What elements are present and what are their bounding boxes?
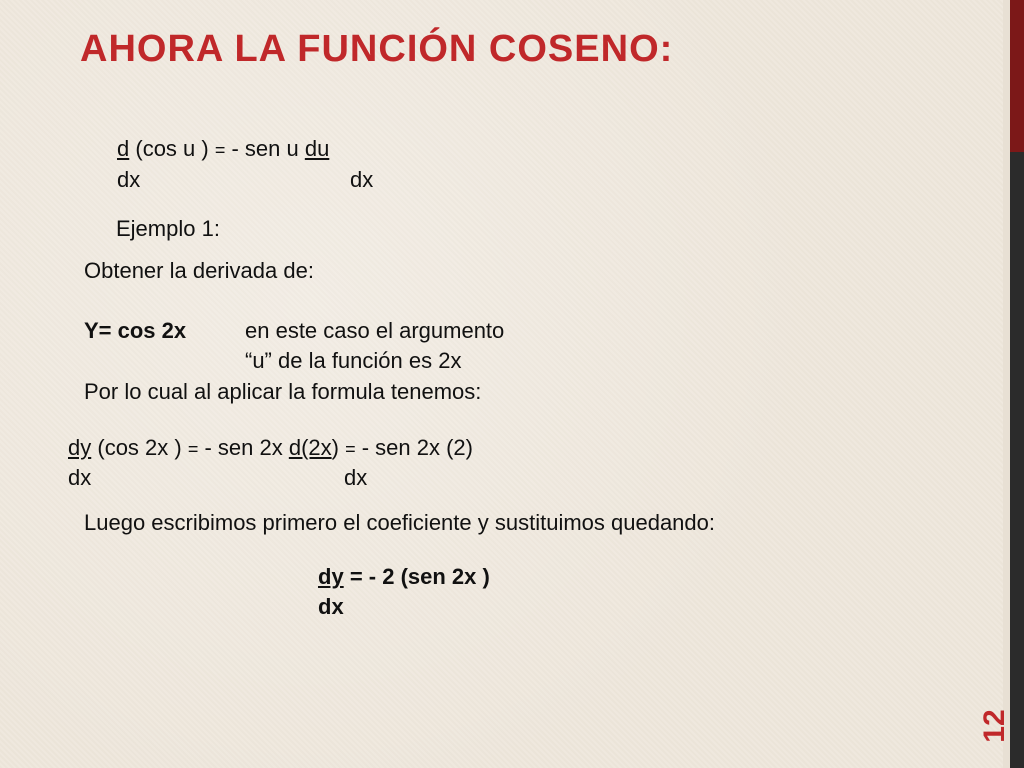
- formula-cos-u: (cos u ): [129, 136, 215, 161]
- example-label: Ejemplo 1:: [116, 216, 220, 241]
- derivation-den-right: dx: [344, 465, 368, 490]
- derivation-equals-2: =: [345, 439, 356, 459]
- result-dx: dx: [318, 594, 344, 619]
- slide-title: AHORA LA FUNCIÓN COSENO:: [80, 28, 674, 70]
- right-edge-strip: [1003, 0, 1010, 768]
- formula-equals: =: [214, 140, 226, 160]
- derivation-cos-2x: (cos 2x ): [91, 435, 188, 460]
- derivation-sen-2x: - sen 2x: [198, 435, 289, 460]
- right-accent-bar-dark: [1010, 152, 1024, 768]
- derivation-numerator-line: [68, 435, 473, 462]
- derivation-result: - sen 2x (2): [355, 435, 473, 460]
- derivation-d2x-close: ): [331, 435, 339, 460]
- right-accent-bar-red: [1010, 0, 1024, 152]
- formula-den-right: dx: [350, 167, 374, 192]
- derivation-equals: =: [187, 439, 199, 459]
- formula-numerator-line: [117, 136, 329, 163]
- obtain-text: Obtener la derivada de:: [84, 258, 314, 283]
- page-number: 12: [978, 709, 1011, 743]
- derivation-den-left: dx: [68, 465, 92, 490]
- formula-den-left: dx: [117, 167, 141, 192]
- then-write-text: Luego escribimos primero el coeficiente y sustituimos quedando:: [84, 510, 715, 535]
- result-numerator-line: [318, 564, 490, 590]
- result-dy: dy: [318, 564, 344, 589]
- apply-formula-text: Por lo cual al aplicar la formula tenemos:: [84, 379, 482, 404]
- formula-du: du: [304, 136, 330, 161]
- argument-line-1: en este caso el argumento: [245, 318, 505, 343]
- argument-line-2: “u” de la función es 2x: [245, 348, 462, 373]
- result-equals: =: [349, 564, 363, 589]
- derivation-dy: dy: [68, 435, 92, 460]
- result-rhs: - 2 (sen 2x ): [362, 564, 490, 589]
- formula-rhs: - sen u: [225, 136, 305, 161]
- y-equation: Y= cos 2x: [84, 318, 187, 343]
- derivation-d2x: d(2x: [288, 435, 332, 460]
- formula-d: d: [117, 136, 130, 161]
